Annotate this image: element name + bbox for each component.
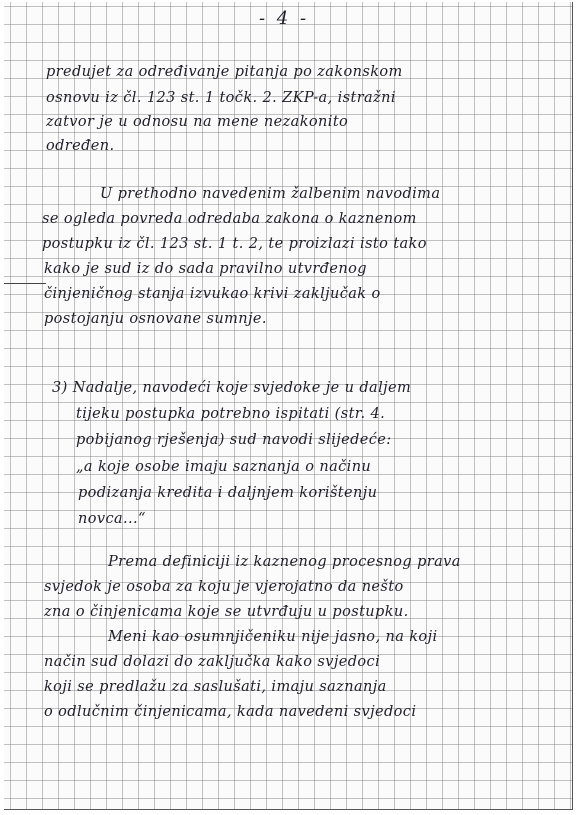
text-line: pobijanog rješenja) sud navodi slijedeće: — [76, 432, 392, 448]
page-number: - 4 - — [259, 8, 310, 29]
text-line: zna o činjenicama koje se utvrđuju u postupku. — [44, 604, 409, 620]
margin-mark — [4, 283, 46, 284]
text-line: postupku iz čl. 123 st. 1 t. 2, te proizlazi isto tako — [42, 236, 427, 252]
text-line: postojanju osnovane sumnje. — [44, 311, 267, 327]
text-line: novca...“ — [78, 511, 146, 527]
text-line: Meni kao osumnjičeniku nije jasno, na koji — [108, 629, 438, 645]
text-line: tijeku postupka potrebno ispitati (str. 4. — [76, 406, 386, 422]
text-line: o odlučnim činjenicama, kada navedeni svjedoci — [44, 704, 417, 720]
text-line: Prema definiciji iz kaznenog procesnog prava — [108, 554, 461, 570]
text-line: „a koje osobe imaju saznanja o načinu — [76, 459, 372, 475]
text-line: činjeničnog stanja izvukao krivi zaključak o — [44, 286, 381, 302]
handwritten-page — [4, 2, 573, 810]
text-line: podizanja kredita i daljnjem korištenju — [78, 485, 378, 501]
text-line: osnovu iz čl. 123 st. 1 točk. 2. ZKP-a, istražni — [46, 90, 396, 106]
text-line: predujet za određivanje pitanja po zakonskom — [46, 64, 403, 80]
text-line: način sud dolazi do zaključka kako svjedoci — [44, 654, 381, 670]
text-line: koji se predlažu za saslušati, imaju saznanja — [44, 679, 387, 695]
text-line: se ogleda povreda odredaba zakona o kaznenom — [42, 211, 417, 227]
text-line: U prethodno navedenim žalbenim navodima — [100, 186, 441, 202]
text-line: zatvor je u odnosu na mene nezakonito — [46, 114, 349, 130]
text-line: 3) Nadalje, navodeći koje svjedoke je u daljem — [52, 380, 412, 396]
text-line: kako je sud iz do sada pravilno utvrđenog — [44, 261, 367, 277]
text-line: određen. — [46, 138, 115, 154]
text-line: svjedok je osoba za koju je vjerojatno da nešto — [44, 579, 404, 595]
